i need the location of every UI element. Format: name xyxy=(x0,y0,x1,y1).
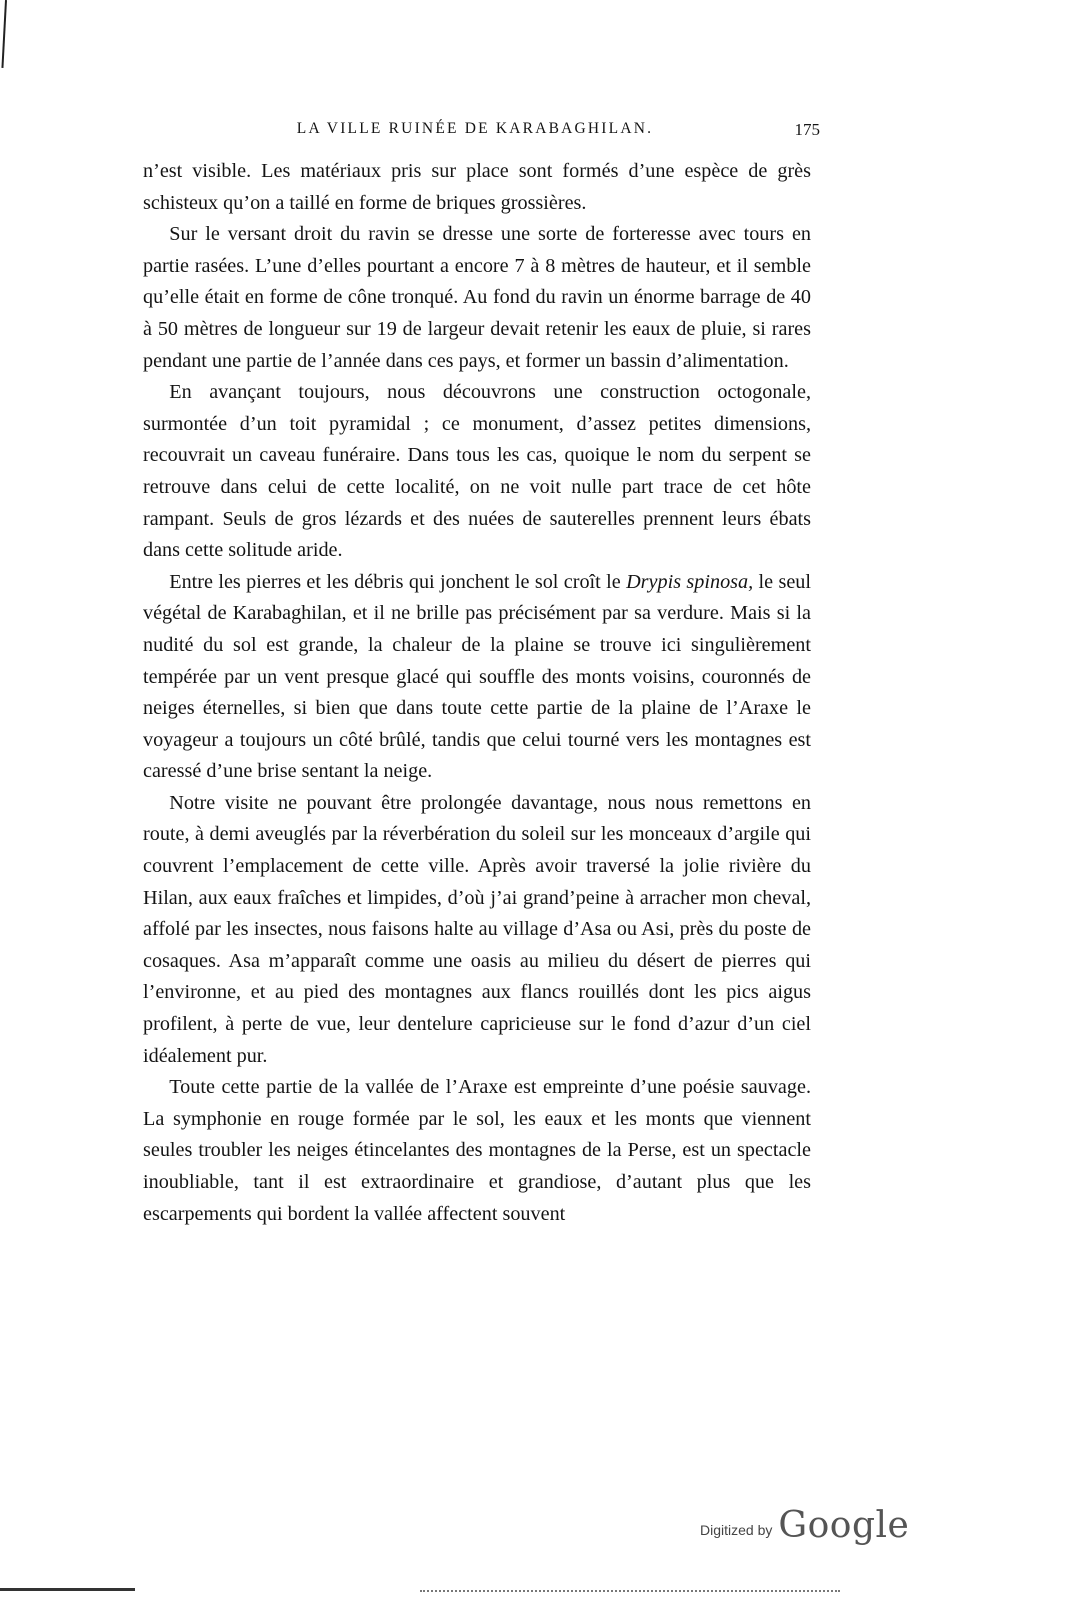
scan-edge-mark xyxy=(1,0,7,68)
paragraph-2: Sur le versant droit du ravin se dresse une sorte de forteresse avec tours en partie rasées. L’une d’elles pourtant a encore 7 à 8 mètres de hauteur, et il semble qu’elle était en forme de cône tronqué. Au fond du ravin un énorme barrage de 40 à 50 mètres de longueur sur 19 de largeur devait retenir les eaux de pluie, si rares pendant une partie de l’année dans ces pays, et former un bassin d’alimentation. xyxy=(143,223,811,372)
paragraph-1: n’est visible. Les matériaux pris sur place sont formés d’une espèce de grès schisteux qu’on a taillé en forme de briques grossières. xyxy=(143,160,811,214)
paragraph-4-text-end: le seul végétal de Karabaghilan, et il ne brille pas précisément par sa verdure. Mais si la nudité du sol est grande, la chaleur de la plaine se trouve ici singulièrement tempérée par un vent presque glacé qui souffle des monts voisins, couronnés de neiges éternelles, si bien que dans toute cette partie de la plaine de l’Araxe le voyageur a toujours un côté brûlé, tandis que celui tourné vers les montagnes est caressé d’une brise sentant la neige. xyxy=(143,570,811,783)
page-number: 175 xyxy=(794,120,820,139)
paragraph-6: Toute cette partie de la vallée de l’Araxe est empreinte d’une poésie sauvage. La symphonie en rouge formée par le sol, les eaux et les monts que viennent seules troubler les neiges étincelantes des montagnes de la Perse, est un spectacle inoubliable, tant il est extraordinaire et grandiose, d’autant plus que les escarpements qui bordent la vallée affectent souvent xyxy=(143,1076,811,1225)
paragraph-4-text-start: Entre les pierres et les débris qui jonchent le sol croît le xyxy=(169,570,627,593)
scan-edge-mark-bottom xyxy=(0,1588,135,1591)
scan-noise-bottom xyxy=(420,1590,840,1592)
watermark-prefix: Digitized by xyxy=(700,1522,773,1538)
paragraph-4 xyxy=(143,567,811,788)
digitization-watermark xyxy=(700,1500,909,1544)
page-body xyxy=(143,156,811,1230)
species-name-italic: Drypis spinosa, xyxy=(626,570,754,593)
google-logo: Google xyxy=(778,1505,910,1546)
running-head xyxy=(130,120,820,144)
paragraph-3: En avançant toujours, nous découvrons une construction octogonale, surmontée d’un toit pyramidal ; ce monument, d’assez petites dimensions, recouvrait un caveau funéraire. Dans tous les cas, quoique le nom du serpent se retrouve dans celui de cette localité, on ne voit nulle part trace de cet hôte rampant. Seuls de gros lézards et des nuées de sauterelles prennent leurs ébats dans cette solitude aride. xyxy=(143,381,811,562)
paragraph-5: Notre visite ne pouvant être prolongée davantage, nous nous remettons en route, à demi aveuglés par la réverbération du soleil sur les monceaux d’argile qui couvrent l’emplacement de cette ville. Après avoir traversé la jolie rivière du Hilan, aux eaux fraîches et limpides, d’où j’ai grand’peine à arracher mon cheval, affolé par les insectes, nous faisons halte au village d’Asa ou Asi, près du poste de cosaques. Asa m’apparaît comme une oasis au milieu du désert de pierres qui l’environne, et au pied des montagnes aux flancs rouillés dont les pics aigus profilent, à perte de vue, leur dentelure capricieuse sur le fond d’azur d’un ciel idéalement pur. xyxy=(143,791,811,1067)
running-title: LA VILLE RUINÉE DE KARABAGHILAN. xyxy=(296,120,654,137)
